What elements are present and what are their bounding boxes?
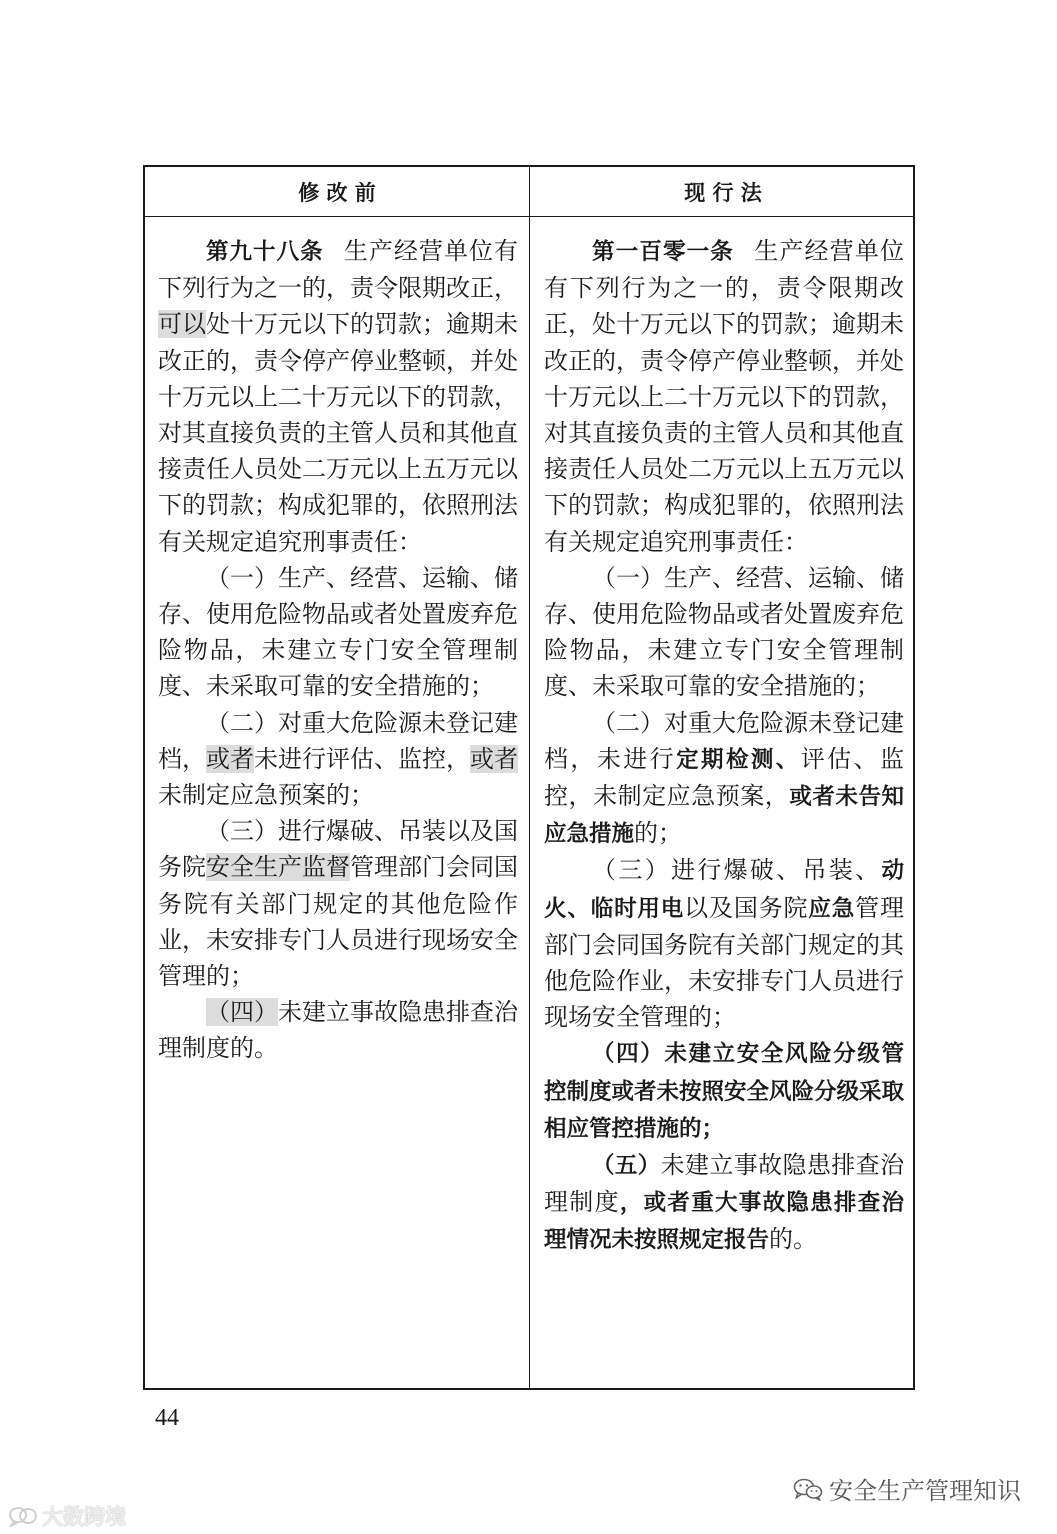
- text-segment: 未制定应急预案的；: [158, 781, 374, 810]
- highlighted-text: 或者: [470, 744, 518, 773]
- text-segment: 管理部门会同国务院有关部门规定的其他危险作业，未安排专门人员进行现场安全管理的；: [158, 853, 518, 991]
- text-segment: 管理部门会同国务院有关部门规定的其他危险作业，未安排专门人员进行现场安全管理的；: [544, 893, 904, 1032]
- watermark-brand-text: 大数跨境: [42, 1505, 126, 1529]
- highlighted-text: （四）: [206, 998, 278, 1027]
- column-current-law: [544, 233, 904, 1259]
- text-segment: 的。: [769, 1225, 818, 1254]
- bold-text: 应急: [808, 895, 856, 922]
- page-number: 44: [155, 1405, 179, 1431]
- highlighted-text: 安全生产监督: [206, 853, 350, 882]
- article-paragraph: [158, 233, 518, 560]
- text-segment: 生产经营单位有下列行为之一的，责令限期改正，: [158, 237, 518, 303]
- highlighted-text: 或者: [206, 744, 254, 773]
- header-current-law: 现 行 法: [684, 181, 762, 205]
- column-divider: [529, 167, 530, 1388]
- bold-text: ，或者重大事故隐患排查治理情况未按照规定报告: [544, 1190, 904, 1254]
- watermark-text: 安全生产管理知识: [829, 1477, 1021, 1505]
- text-segment: （一）生产、经营、运输、储存、使用危险物品或者处置废弃危险物品，未建立专门安全管理制度、未采取可靠的安全措施的；: [544, 563, 904, 701]
- text-segment: （二）对重大危险源未登记建档，: [158, 708, 518, 773]
- text-segment: 未进行评估、监控，: [254, 744, 470, 773]
- text-segment: （三）进行爆破、吊装、: [592, 856, 882, 885]
- column-before-revision: [158, 233, 518, 1067]
- bold-text: （四）未建立安全风险分级管控制度或者未按照安全风险分级采取相应管控措施的；: [544, 1041, 905, 1142]
- text-segment: （一）生产、经营、运输、储存、使用危险物品或者处置废弃危险物品，未建立专门安全管理制度、未采取可靠的安全措施的；: [158, 563, 518, 701]
- bold-text: 动火、临时用电: [544, 858, 904, 922]
- text-segment: （三）进行爆破、吊装以及国务院: [158, 817, 518, 882]
- clause-paragraph: [544, 1147, 904, 1259]
- source-watermark: [793, 1471, 1021, 1506]
- chat-bubble-logo-icon: [8, 1505, 38, 1527]
- clause-paragraph: [544, 1035, 904, 1147]
- header-before-revision: 修 改 前: [298, 181, 376, 205]
- clause-paragraph: [158, 705, 518, 814]
- text-segment: 生产经营单位有下列行为之一的，责令限期改正，处十万元以下的罚款；逾期未改正的，责令停产停业整顿，并处十万元以上二十万元以下的罚款，对其直接负责的主管人员和其他直接责任人员处二万元以上五万元以下的罚款；构成犯罪的，依照刑法有关规定追究刑事责任：: [544, 237, 904, 556]
- bold-text: 或者未告知应急措施: [544, 784, 904, 848]
- clause-paragraph: [544, 852, 904, 1035]
- highlighted-text: 可以: [158, 310, 206, 339]
- text-segment: 的；: [634, 819, 683, 848]
- wechat-icon: [793, 1477, 823, 1501]
- clause-paragraph: [158, 813, 518, 994]
- text-segment: （二）对重大危险源未登记建档，未进行: [544, 708, 904, 773]
- bold-text: 定期检测、: [676, 746, 801, 773]
- text-segment: 以及国务院: [684, 893, 809, 922]
- clause-paragraph: [544, 705, 904, 853]
- text-segment: 评估、监控，未制定应急预案，: [544, 744, 904, 811]
- clause-paragraph: [158, 994, 518, 1066]
- clause-paragraph: [544, 560, 904, 705]
- article-paragraph: [544, 233, 904, 560]
- bold-text: （五）: [592, 1153, 661, 1180]
- comparison-table: [143, 165, 915, 1390]
- article-number: 第一百零一条: [592, 239, 734, 265]
- article-number: 第九十八条: [206, 239, 324, 265]
- clause-paragraph: [158, 560, 518, 705]
- text-segment: 未建立事故隐患排查治理制度的。: [158, 998, 518, 1063]
- brand-watermark: [8, 1501, 126, 1531]
- text-segment: 处十万元以下的罚款；逾期未改正的，责令停产停业整顿，并处十万元以上二十万元以下的罚款，对其直接负责的主管人员和其他直接责任人员处二万元以上五万元以下的罚款；构成犯罪的，依照刑法有关规定追究刑事责任：: [158, 310, 518, 556]
- text-segment: 未建立事故隐患排查治理制度: [544, 1151, 904, 1217]
